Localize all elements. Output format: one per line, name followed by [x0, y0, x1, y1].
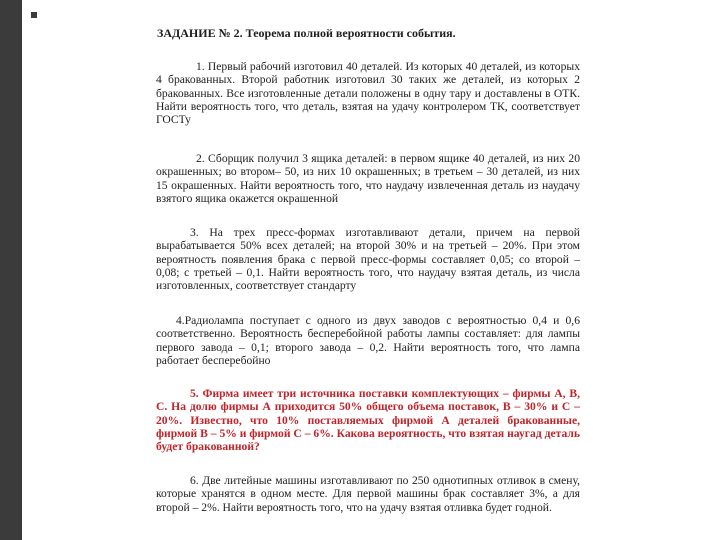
document-title: ЗАДАНИЕ № 2. Теорема полной вероятности события. — [157, 26, 456, 40]
task-5-highlighted: 5. Фирма имеет три источника поставки комплектующих – фирмы А, В, С. На долю фирмы А приходится 50% общего объема поставок, В – 30% и С – 20%. Известно, что 10% поставляемых фирмой А деталей бракованные, фирмой В – 5% и фирмой С – 6%. Какова вероятность, что взятая наугад деталь будет бракованной? — [156, 387, 580, 454]
task-1: 1. Первый рабочий изготовил 40 деталей. Из которых 40 деталей, из которых 4 бракованных. Второй работник изготовил 30 таких же деталей, из которых 2 бракованных. Все изготовленные детали положены в одну тару и доставлены в ОТК. Найти вероятность того, что деталь, взятая на удачу контролером ТК, соответствует ГОСТу — [156, 60, 580, 127]
left-decorative-bar — [0, 0, 22, 540]
task-6: 6. Две литейные машины изготавливают по 250 однотипных отливок в смену, которые хранятся в одном месте. Для первой машины брак составляет 3%, а для второй – 2%. Найти вероятность того, что на удачу взятая отливка будет годной. — [156, 474, 580, 514]
task-2: 2. Сборщик получил 3 ящика деталей: в первом ящике 40 деталей, из них 20 окрашенных; во втором– 50, из них 10 окрашенных; в третьем – 30 деталей, из них 15 окрашенных. Найти вероятность того, что наудачу извлеченная деталь из наудачу взятого ящика окажется окрашенной — [156, 152, 580, 205]
slide-bullet-square — [31, 12, 37, 18]
task-3: 3. На трех пресс-формах изготавливают детали, причем на первой вырабатывается 50% всех деталей; на второй 30% и на третьей – 20%. При этом вероятность появления брака с первой пресс-формы составляет 0,05; со второй – 0,08; с третьей – 0,1. Найти вероятность того, что наудачу взятая деталь, из числа изготовленных, соответствует стандарту — [156, 226, 580, 293]
document-page — [133, 12, 591, 530]
task-4: 4.Радиолампа поступает с одного из двух заводов с вероятностью 0,4 и 0,6 соответственно. Вероятность бесперебойной работы лампы составляет: для лампы первого завода – 0,1; второго завода – 0,2. Найти вероятность того, что лампа работает бесперебойно — [156, 314, 580, 367]
